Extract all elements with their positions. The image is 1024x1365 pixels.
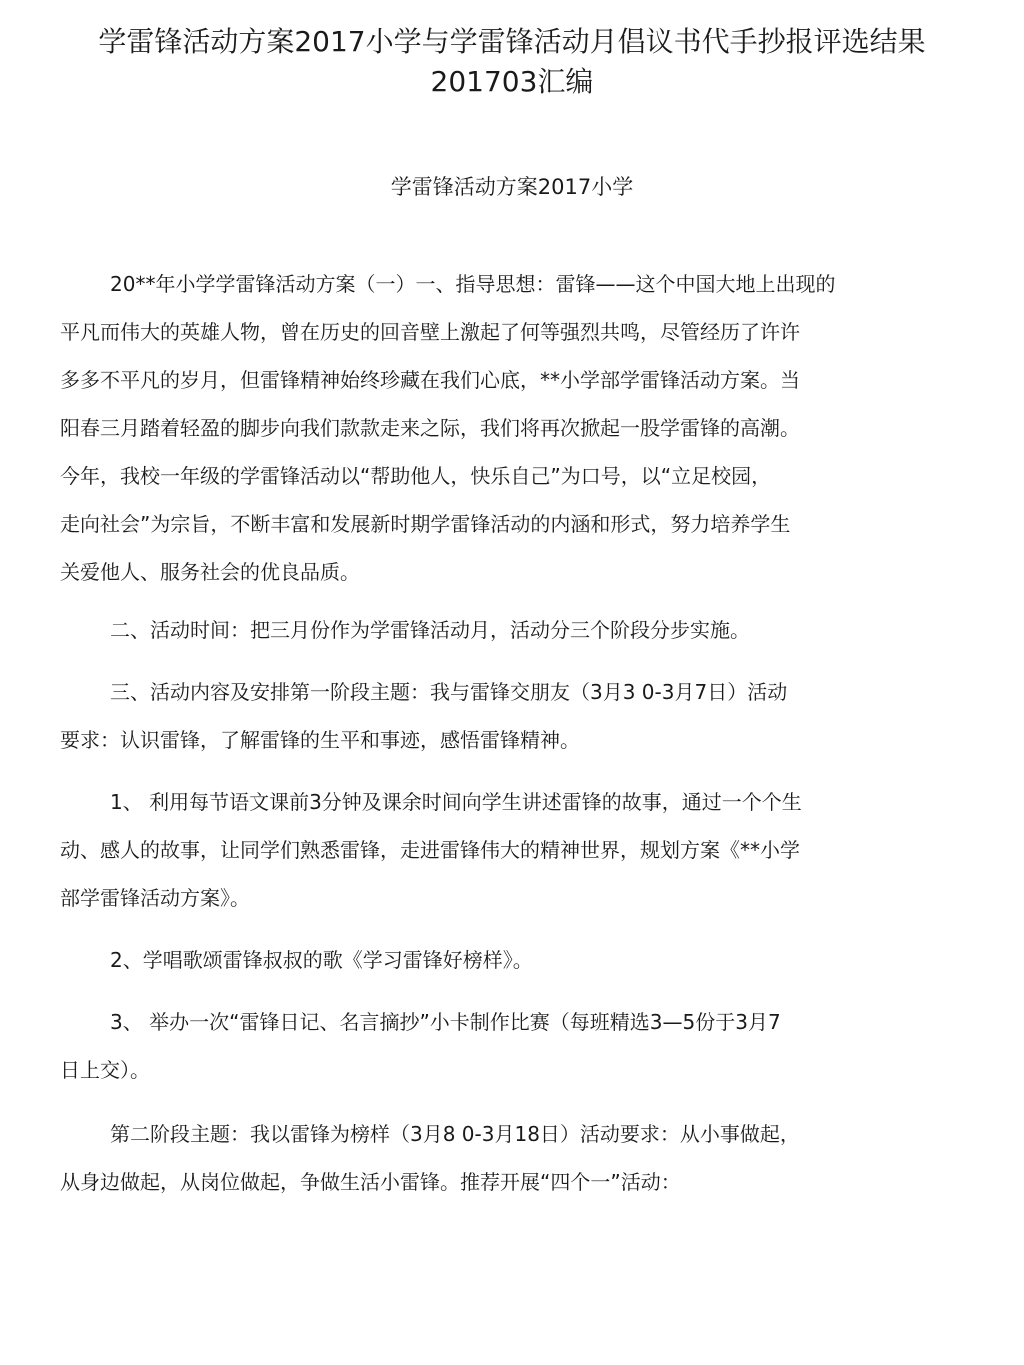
paragraph-line: 平凡而伟大的英雄人物，曾在历史的回音壁上激起了何等强烈共鸣，尽管经历了许许	[60, 320, 800, 344]
paragraph-line: 走向社会”为宗旨，不断丰富和发展新时期学雷锋活动的内涵和形式，努力培养学生	[60, 512, 791, 536]
paragraph-line: 阳春三月踏着轻盈的脚步向我们款款走来之际，我们将再次掀起一股学雷锋的高潮。	[60, 416, 800, 440]
paragraph-line: 3、 举办一次“雷锋日记、名言摘抄”小卡制作比赛（每班精选3—5份于3月7	[110, 1010, 781, 1034]
paragraph-guiding-thought	[60, 260, 940, 596]
paragraph-line: 动、感人的故事，让同学们熟悉雷锋，走进雷锋伟大的精神世界，规划方案《**小学	[60, 838, 800, 862]
paragraph-line: 从身边做起，从岗位做起，争做生活小雷锋。推荐开展“四个一”活动：	[60, 1170, 681, 1194]
paragraph-line: 三、活动内容及安排第一阶段主题：我与雷锋交朋友（3月3 0-3月7日）活动	[110, 680, 788, 704]
paragraph-line: 多多不平凡的岁月，但雷锋精神始终珍藏在我们心底，**小学部学雷锋活动方案。当	[60, 368, 800, 392]
paragraph-line: 今年，我校一年级的学雷锋活动以“帮助他人，快乐自己”为口号，以“立足校园，	[60, 464, 772, 488]
document-title	[60, 22, 964, 102]
paragraph-line: 二、活动时间：把三月份作为学雷锋活动月，活动分三个阶段分步实施。	[110, 618, 750, 642]
paragraph-item-1	[60, 778, 940, 922]
paragraph-line: 1、 利用每节语文课前3分钟及课余时间向学生讲述雷锋的故事，通过一个个生	[110, 790, 802, 814]
paragraph-activity-time	[60, 606, 940, 654]
document-title-line-1: 学雷锋活动方案2017小学与学雷锋活动月倡议书代手抄报评选结果	[98, 25, 926, 58]
section-title: 学雷锋活动方案2017小学	[390, 175, 634, 199]
paragraph-stage-two	[60, 1110, 940, 1206]
paragraph-line: 关爱他人、服务社会的优良品质。	[60, 560, 360, 584]
paragraph-line: 部学雷锋活动方案》。	[60, 886, 250, 910]
document-title-line-2: 201703汇编	[430, 65, 594, 98]
paragraph-line: 要求：认识雷锋，了解雷锋的生平和事迹，感悟雷锋精神。	[60, 728, 580, 752]
paragraph-line: 日上交）。	[60, 1058, 150, 1082]
paragraph-item-3	[60, 998, 940, 1094]
paragraph-line: 第二阶段主题：我以雷锋为榜样（3月8 0-3月18日）活动要求：从小事做起，	[110, 1122, 800, 1146]
paragraph-line: 2、学唱歌颂雷锋叔叔的歌《学习雷锋好榜样》。	[110, 948, 533, 972]
paragraph-item-2	[60, 936, 940, 984]
paragraph-line: 20**年小学学雷锋活动方案（一）一、指导思想：雷锋——这个中国大地上出现的	[110, 272, 836, 296]
paragraph-stage-one	[60, 668, 940, 764]
